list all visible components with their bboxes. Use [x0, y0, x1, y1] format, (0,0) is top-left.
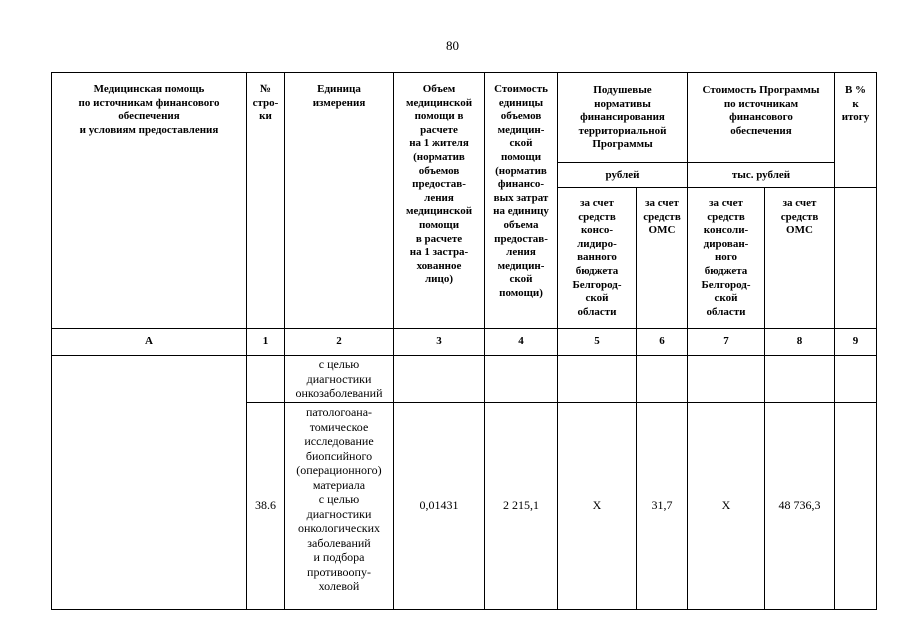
table-border-bottom: [51, 609, 877, 610]
group-divider: [557, 162, 834, 163]
row-total-oms: 48 736,3: [778, 498, 821, 513]
page-number: 80: [446, 38, 459, 53]
header-unit-rubles: рублей: [605, 169, 640, 181]
row-pc-oms: 31,7: [651, 498, 673, 513]
row-unit-cost: 2 215,1: [503, 498, 539, 513]
header-pc-oms: за счет средств ОМС: [643, 197, 681, 237]
header-volume: Объем медицинской помощи в расчете на 1 жителя (норматив объемов предостав- ления медицинской помощи в расчете на 1 застра- хованное лицо): [405, 83, 473, 286]
header-percent: В % к итогу: [841, 84, 870, 124]
column-number: А: [145, 335, 153, 348]
numbers-bottom: [51, 355, 877, 356]
header-care-type: Медицинская помощь по источникам финансового обеспечения и условиям предоставления: [78, 83, 220, 136]
column-number: 1: [262, 335, 269, 348]
unit-divider: [557, 187, 877, 188]
row-number: 38.6: [255, 498, 276, 513]
column-number: 8: [796, 335, 803, 348]
header-unit-cost: Стоимость единицы объемов медицин- ской помощи (норматив финансо- вых затрат на единицу объема предостав- ления медицин- ской помощи): [493, 83, 549, 299]
table-border-top: [51, 72, 877, 73]
row-unit: с целью диагностики онкозаболеваний: [295, 357, 383, 400]
header-row-number: № стро- ки: [252, 83, 279, 123]
column-number: 7: [723, 335, 729, 348]
header-total-budget: за счет средств консоли- дирован- ного бюджета Белгород- ской области: [701, 197, 751, 318]
column-number: 9: [852, 335, 859, 348]
column-number: 3: [436, 335, 442, 348]
row-unit: патологоана- томическое исследование биопсийного (операционного) материала с целью диагностики онкологических заболеваний и подбора противоопу- холевой: [296, 405, 382, 593]
column-number: 6: [659, 335, 665, 348]
column-number: 5: [594, 335, 600, 348]
row-total-budget: X: [721, 498, 731, 513]
column-number: 4: [518, 335, 524, 348]
row-volume: 0,01431: [419, 498, 459, 513]
header-cost-group: Стоимость Программы по источникам финансового обеспечения: [702, 84, 820, 137]
border-right: [876, 72, 877, 609]
header-total-oms: за счет средств ОМС: [780, 197, 819, 237]
header-pc-budget: за счет средств консо- лидиро- ванного бюджета Белгород- ской области: [572, 197, 622, 318]
header-per-capita-group: Подушевые нормативы финансирования территориальной Программы: [578, 84, 667, 151]
column-number: 2: [336, 335, 342, 348]
row-pc-budget: X: [592, 498, 602, 513]
header-unit-thousand-rubles: тыс. рублей: [731, 169, 791, 181]
header-unit: Единица измерения: [312, 83, 366, 109]
